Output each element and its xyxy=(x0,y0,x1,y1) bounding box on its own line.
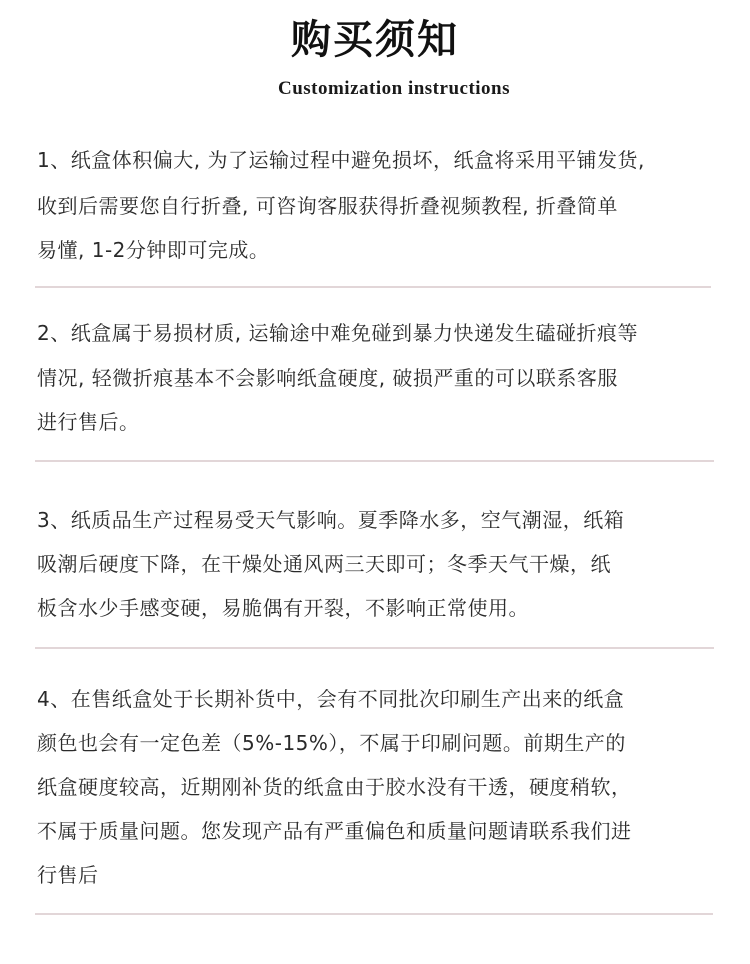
notice-line: 易懂, 1-2分钟即可完成。 xyxy=(37,238,270,262)
section-divider xyxy=(35,286,711,288)
section-divider xyxy=(35,913,713,915)
notice-line: 收到后需要您自行折叠, 可咨询客服获得折叠视频教程, 折叠简单 xyxy=(37,194,618,218)
notice-line: 进行售后。 xyxy=(37,410,140,434)
page-subtitle: Customization instructions xyxy=(277,78,511,99)
notice-line: 吸潮后硬度下降，在干燥处通风两三天即可；冬季天气干燥，纸 xyxy=(37,552,611,576)
notice-line: 纸盒硬度较高，近期刚补货的纸盒由于胶水没有干透，硬度稍软， xyxy=(37,775,632,799)
notice-line: 行售后 xyxy=(37,863,99,887)
page-title: 购买须知 xyxy=(291,16,459,63)
notice-line: 2、纸盒属于易损材质, 运输途中难免碰到暴力快递发生磕碰折痕等 xyxy=(37,321,638,345)
notice-line: 颜色也会有一定色差（5%-15%），不属于印刷问题。前期生产的 xyxy=(37,731,626,755)
notice-line: 情况, 轻微折痕基本不会影响纸盒硬度, 破损严重的可以联系客服 xyxy=(37,366,618,390)
notice-line: 4、在售纸盒处于长期补货中，会有不同批次印刷生产出来的纸盒 xyxy=(37,687,625,711)
notice-line: 板含水少手感变硬，易脆偶有开裂，不影响正常使用。 xyxy=(37,596,529,620)
section-divider xyxy=(35,460,714,462)
notice-line: 1、纸盒体积偏大, 为了运输过程中避免损坏，纸盒将采用平铺发货, xyxy=(37,148,645,172)
section-divider xyxy=(35,647,714,649)
notice-line: 不属于质量问题。您发现产品有严重偏色和质量问题请联系我们进 xyxy=(37,819,632,843)
notice-line: 3、纸质品生产过程易受天气影响。夏季降水多，空气潮湿，纸箱 xyxy=(37,508,625,532)
